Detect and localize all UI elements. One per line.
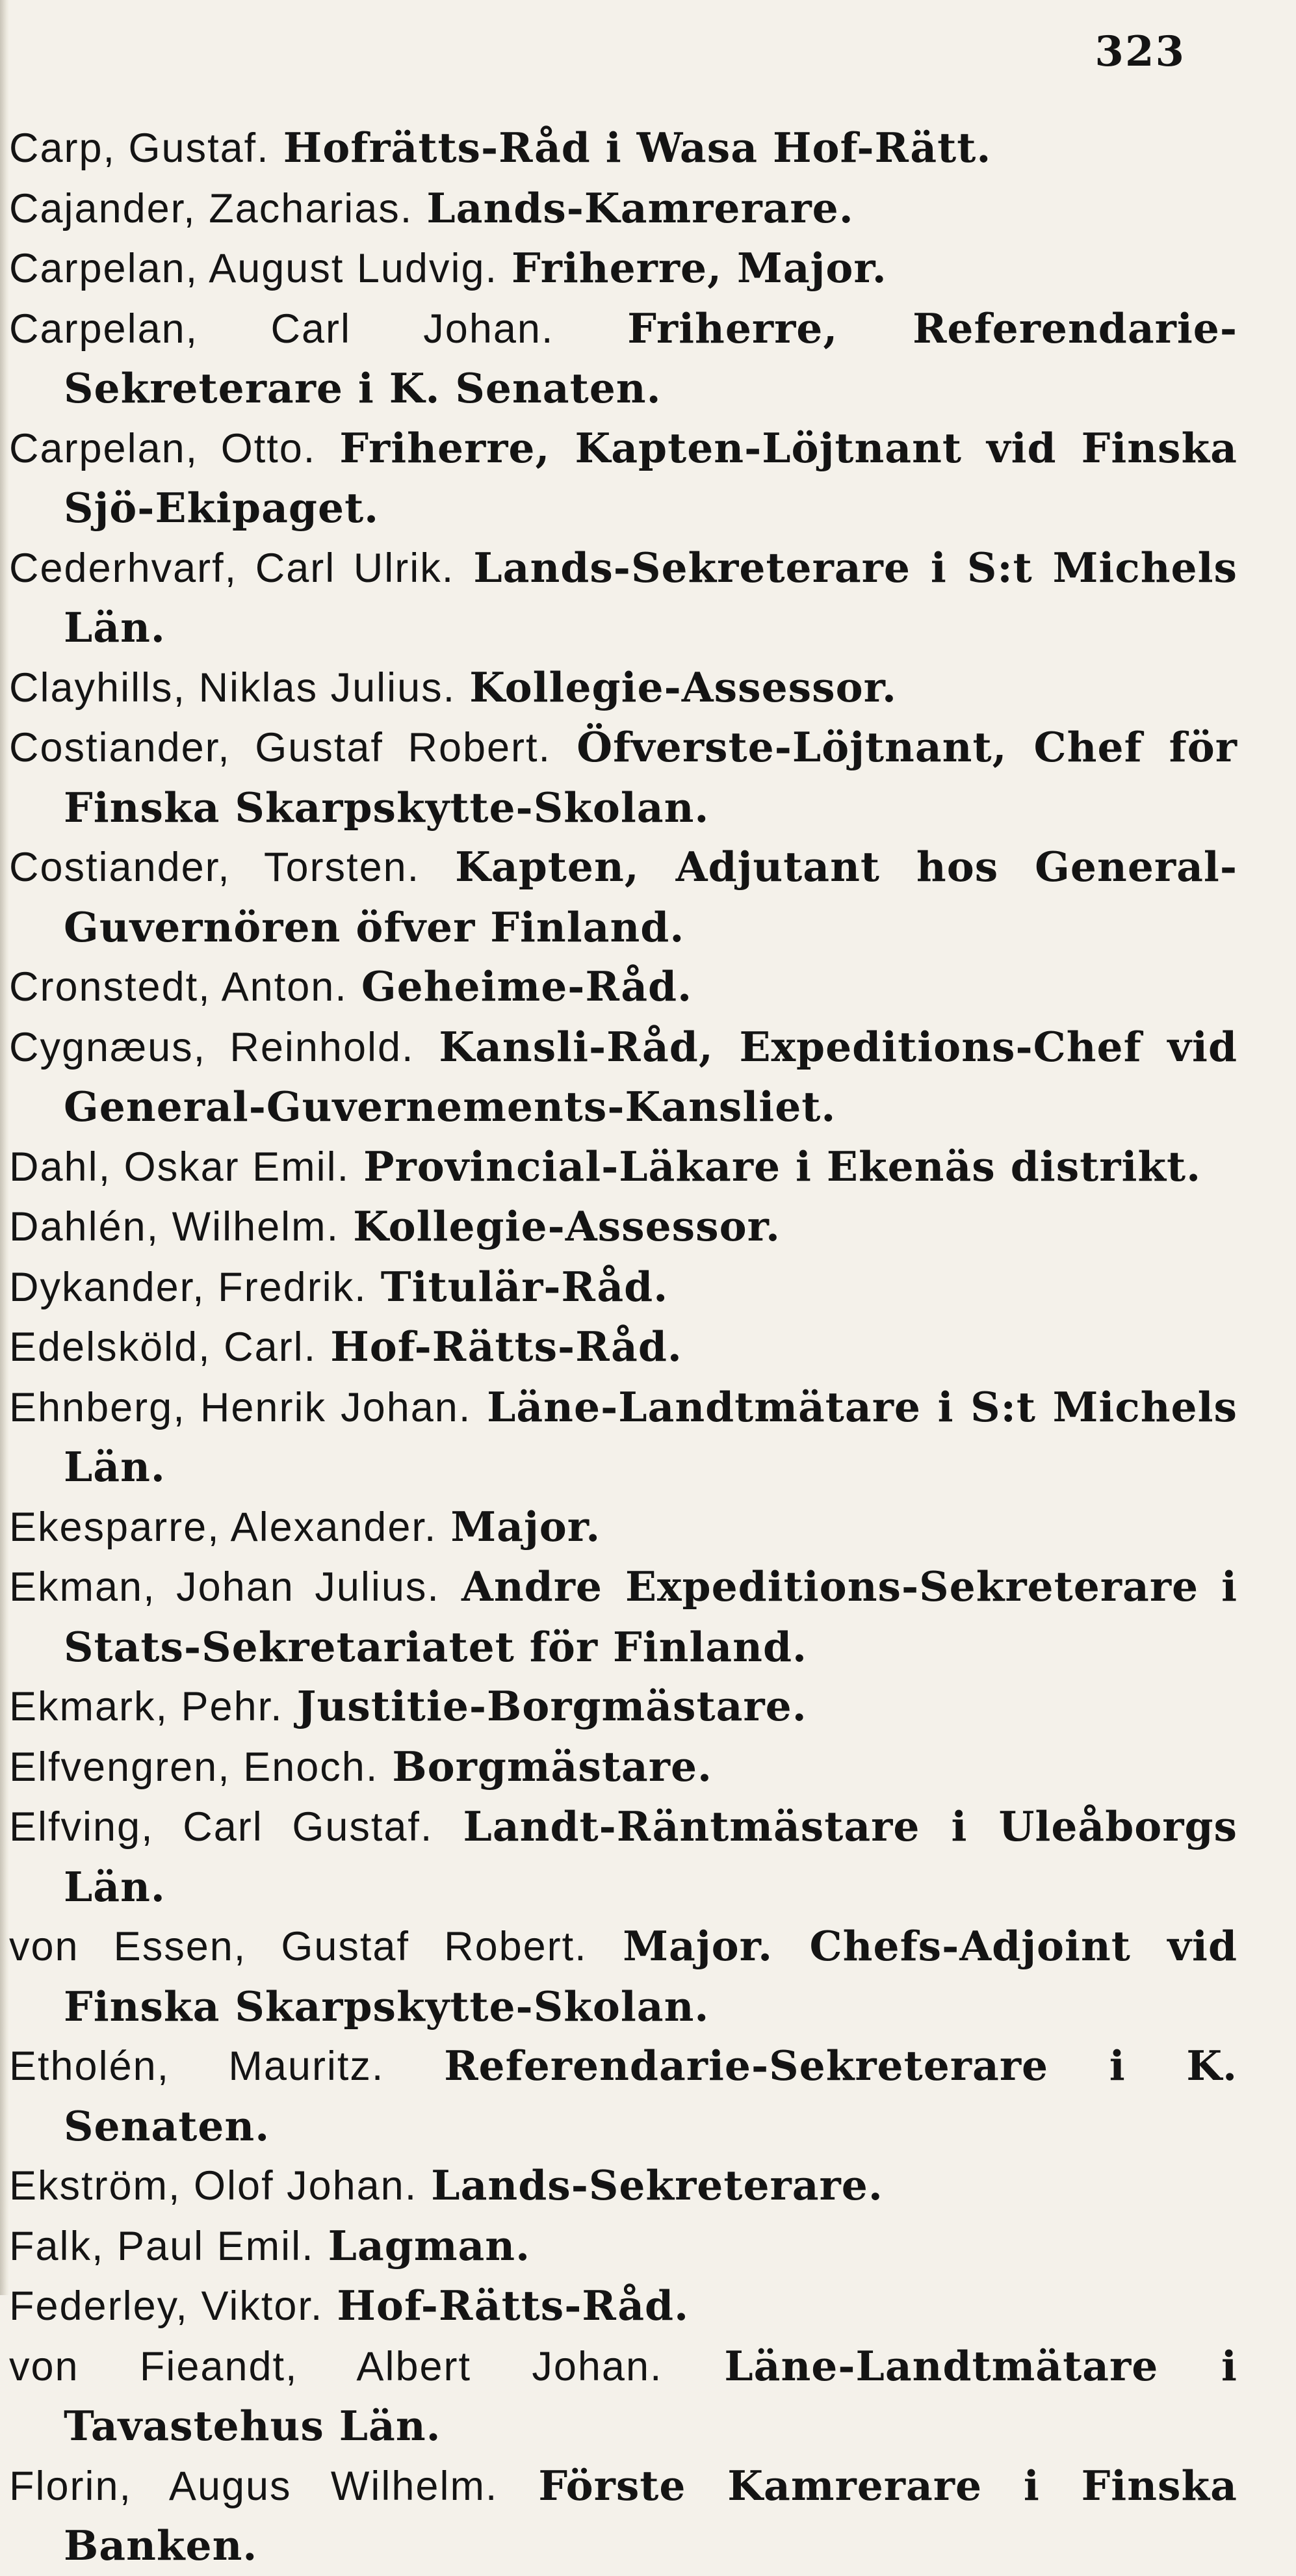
entry-title: Öfverste-Löjtnant, Chef för Finska Skarpskytte-Skolan. bbox=[64, 723, 1238, 832]
entry-name: Cygnæus, Reinhold. bbox=[9, 1024, 415, 1070]
entry-title: Landt-Räntmästare i Uleåborgs Län. bbox=[64, 1802, 1238, 1911]
entry-name: Etholén, Mauritz. bbox=[9, 2044, 385, 2089]
entry-title: Hofrätts-Råd i Wasa Hof-Rätt. bbox=[283, 124, 992, 172]
list-item bbox=[9, 1378, 1238, 1497]
entry-title: Borgmästare. bbox=[392, 1742, 712, 1791]
list-item bbox=[9, 2216, 1238, 2277]
list-item bbox=[9, 538, 1238, 658]
entry-title: Referendarie-Sekreterare i K. Senaten. bbox=[64, 2042, 1238, 2150]
entry-name: Cajander, Zacharias. bbox=[9, 185, 413, 231]
entry-title: Lands-Sekreterare. bbox=[431, 2161, 883, 2209]
entry-name: Ekmark, Pehr. bbox=[9, 1684, 283, 1729]
entry-name: Federley, Viktor. bbox=[9, 2283, 324, 2329]
list-item bbox=[9, 299, 1238, 419]
entry-title: Lands-Kamrerare. bbox=[426, 183, 854, 232]
entry-name: Carp, Gustaf. bbox=[9, 125, 270, 171]
list-item bbox=[9, 957, 1238, 1018]
entry-title: Friherre, Kapten-Löjtnant vid Finska Sjö-Ekipaget. bbox=[64, 423, 1238, 532]
list-item bbox=[9, 2456, 1238, 2576]
list-item bbox=[9, 2337, 1238, 2456]
entry-list bbox=[9, 118, 1238, 2576]
entry-title: Läne-Landtmätare i Tavastehus Län. bbox=[64, 2341, 1238, 2450]
entry-title: Kollegie-Assessor. bbox=[469, 663, 897, 711]
list-item bbox=[9, 1497, 1238, 1558]
entry-name: Clayhills, Niklas Julius. bbox=[9, 664, 456, 711]
list-item bbox=[9, 1317, 1238, 1378]
list-item bbox=[9, 837, 1238, 957]
entry-title: Geheime-Råd. bbox=[361, 962, 693, 1010]
list-item bbox=[9, 118, 1238, 179]
entry-title: Förste Kamrerare i Finska Banken. bbox=[64, 2461, 1238, 2569]
entry-title: Andre Expeditions-Sekreterare i Stats-Sekretariatet för Finland. bbox=[64, 1562, 1238, 1671]
entry-name: Cederhvarf, Carl Ulrik. bbox=[9, 545, 455, 591]
list-item bbox=[9, 1257, 1238, 1318]
list-item bbox=[9, 239, 1238, 299]
entry-name: Carpelan, Carl Johan. bbox=[9, 306, 554, 352]
page-binding-edge bbox=[0, 0, 9, 2295]
entry-name: Edelsköld, Carl. bbox=[9, 1324, 317, 1370]
entry-name: Ekström, Olof Johan. bbox=[9, 2163, 418, 2209]
entry-title: Hof-Rätts-Råd. bbox=[337, 2281, 690, 2330]
entry-name: Florin, Augus Wilhelm. bbox=[9, 2463, 499, 2509]
entry-title: Justitie-Borgmästare. bbox=[296, 1682, 807, 1730]
entry-title: Major. Chefs-Adjoint vid Finska Skarpskytte-Skolan. bbox=[64, 1922, 1238, 2031]
entry-name: Dahlén, Wilhelm. bbox=[9, 1204, 340, 1250]
entry-title: Kollegie-Assessor. bbox=[353, 1202, 781, 1250]
entry-name: Dahl, Oskar Emil. bbox=[9, 1144, 350, 1190]
entry-title: Friherre, Referendarie-Sekreterare i K. Senaten. bbox=[64, 304, 1238, 412]
entry-title: Kansli-Råd, Expeditions-Chef vid General-Guvernements-Kansliet. bbox=[64, 1022, 1238, 1131]
entry-name: Carpelan, August Ludvig. bbox=[9, 246, 498, 291]
entry-title: Titulär-Råd. bbox=[380, 1262, 669, 1311]
list-item bbox=[9, 1677, 1238, 1737]
entry-name: Ehnberg, Henrik Johan. bbox=[9, 1384, 472, 1430]
entry-title: Kapten, Adjutant hos General-Guvernören öfver Finland. bbox=[64, 843, 1238, 951]
list-item bbox=[9, 179, 1238, 239]
list-item bbox=[9, 2276, 1238, 2337]
list-item bbox=[9, 1197, 1238, 1257]
list-item bbox=[9, 1018, 1238, 1137]
entry-title: Friherre, Major. bbox=[512, 244, 887, 292]
entry-title: Lands-Sekreterare i S:t Michels Län. bbox=[64, 543, 1238, 651]
list-item bbox=[9, 718, 1238, 837]
entry-name: Costiander, Torsten. bbox=[9, 845, 421, 890]
list-item bbox=[9, 2036, 1238, 2156]
page-number: 323 bbox=[1095, 27, 1186, 76]
list-item bbox=[9, 1557, 1238, 1677]
entry-name: Ekesparre, Alexander. bbox=[9, 1504, 437, 1550]
entry-name: von Fieandt, Albert Johan. bbox=[9, 2343, 663, 2389]
list-item bbox=[9, 1737, 1238, 1798]
entry-title: Provincial-Läkare i Ekenäs distrikt. bbox=[363, 1142, 1202, 1190]
list-item bbox=[9, 1797, 1238, 1917]
list-item bbox=[9, 658, 1238, 718]
entry-name: Cronstedt, Anton. bbox=[9, 964, 348, 1010]
list-item bbox=[9, 2156, 1238, 2216]
entry-title: Lagman. bbox=[328, 2221, 531, 2270]
entry-name: Falk, Paul Emil. bbox=[9, 2223, 315, 2269]
entry-name: Dykander, Fredrik. bbox=[9, 1264, 367, 1310]
entry-title: Hof-Rätts-Råd. bbox=[330, 1322, 682, 1371]
list-item bbox=[9, 1137, 1238, 1198]
entry-name: Carpelan, Otto. bbox=[9, 425, 317, 471]
list-item bbox=[9, 1917, 1238, 2036]
entry-name: Ekman, Johan Julius. bbox=[9, 1564, 440, 1610]
entry-name: von Essen, Gustaf Robert. bbox=[9, 1924, 588, 1969]
entry-title: Läne-Landtmätare i S:t Michels Län. bbox=[64, 1382, 1238, 1491]
entry-name: Elfving, Carl Gustaf. bbox=[9, 1804, 434, 1850]
entry-title: Major. bbox=[450, 1502, 601, 1551]
entry-name: Elfvengren, Enoch. bbox=[9, 1744, 379, 1790]
list-item bbox=[9, 419, 1238, 538]
entry-name: Costiander, Gustaf Robert. bbox=[9, 725, 552, 770]
